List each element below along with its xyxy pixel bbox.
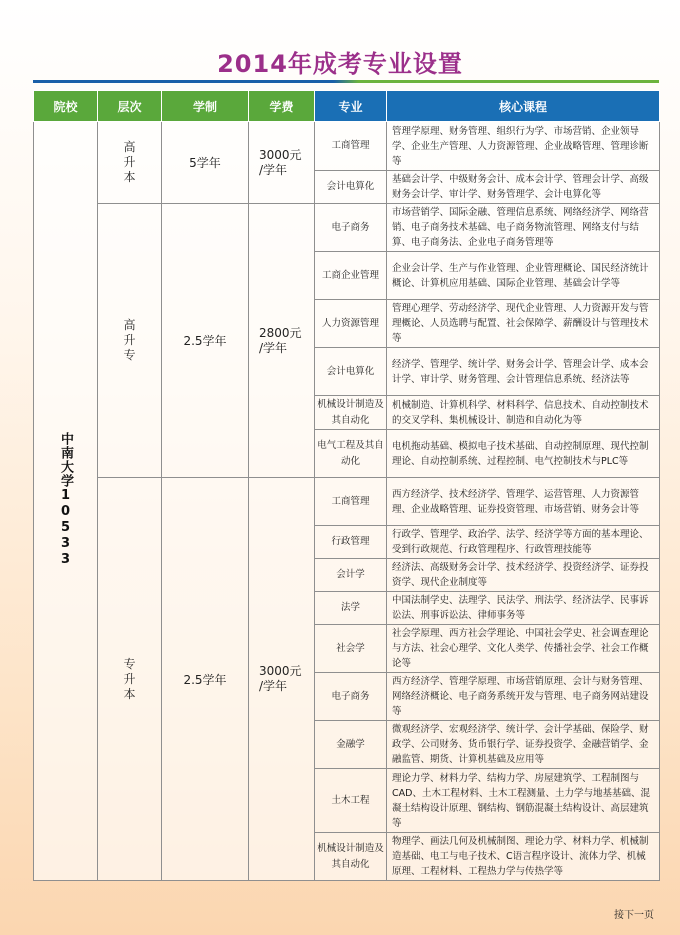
- level-cell: [98, 122, 162, 204]
- level-label: 高升专: [123, 318, 136, 362]
- major-name: 电气工程及其自动化: [315, 430, 387, 478]
- header-level: 层次: [98, 91, 162, 122]
- fee-unit: /学年: [259, 162, 288, 177]
- duration-cell: 2.5学年: [162, 204, 249, 478]
- major-courses: 基础会计学、中级财务会计、成本会计学、管理会计学、高级财务会计学、审计学、财务管理学、会计电算化等: [387, 171, 660, 204]
- level-cell: [98, 478, 162, 881]
- school-cell: [34, 122, 98, 881]
- major-courses: 物理学、画法几何及机械制图、理论力学、材料力学、机械制造基础、电工与电子技术、C语言程序设计、流体力学、机械原理、工程材料、工程热力学与传热学等: [387, 833, 660, 881]
- fee-cell: [249, 122, 315, 204]
- major-courses: 中国法制学史、法理学、民法学、刑法学、经济法学、民事诉讼法、刑事诉讼法、律师事务等: [387, 592, 660, 625]
- major-courses: 理论力学、材料力学、结构力学、房屋建筑学、工程制图与CAD、土木工程材料、土木工程测量、土力学与地基基础、混凝土结构设计原理、钢结构、钢筋混凝土结构设计、高层建筑等: [387, 769, 660, 833]
- fee-amount: 3000元: [259, 664, 302, 678]
- major-courses: 西方经济学、管理学原理、市场营销原理、会计与财务管理、网络经济概论、电子商务系统开发与管理、电子商务网站建设等: [387, 673, 660, 721]
- major-name: 电子商务: [315, 204, 387, 252]
- major-courses: 管理心理学、劳动经济学、现代企业管理、人力资源开发与管理概论、人员选聘与配置、社会保障学、薪酬设计与管理技术等: [387, 300, 660, 348]
- major-courses: 经济学、管理学、统计学、财务会计学、管理会计学、成本会计学、审计学、财务管理、会计管理信息系统、经济法等: [387, 348, 660, 396]
- major-courses: 机械制造、计算机科学、材料科学、信息技术、自动控制技术的交叉学科、集机械设计、制造和自动化为等: [387, 396, 660, 430]
- major-courses: 微观经济学、宏观经济学、统计学、会计学基础、保险学、财政学、公司财务、货币银行学、证券投资学、金融营销学、金融监管、期货、计算机基础及应用等: [387, 721, 660, 769]
- header-courses: 核心课程: [387, 91, 660, 122]
- table-row: [34, 478, 660, 526]
- title-divider: [33, 80, 659, 83]
- header-school: 院校: [34, 91, 98, 122]
- program-table: [33, 90, 660, 881]
- major-name: 会计电算化: [315, 348, 387, 396]
- major-courses: 企业会计学、生产与作业管理、企业管理概论、国民经济统计概论、计算机应用基础、国际企业管理、基础会计学等: [387, 252, 660, 300]
- major-name: 会计学: [315, 559, 387, 592]
- level-label: 高升本: [123, 140, 136, 184]
- level-cell: [98, 204, 162, 478]
- page-title: 2014年成考专业设置: [217, 50, 463, 78]
- major-courses: 市场营销学、国际金融、管理信息系统、网络经济学、网络营销、电子商务技术基础、电子商务物流管理、网络支付与结算、电子商务法、企业电子商务管理等: [387, 204, 660, 252]
- major-courses: 社会学原理、西方社会学理论、中国社会学史、社会调查理论与方法、社会心理学、文化人类学、传播社会学、社会工作概论等: [387, 625, 660, 673]
- table-row: [34, 122, 660, 171]
- major-courses: 经济法、高级财务会计学、技术经济学、投资经济学、证券投资学、现代企业制度等: [387, 559, 660, 592]
- fee-cell: [249, 204, 315, 478]
- header-major: 专业: [315, 91, 387, 122]
- major-name: 行政管理: [315, 526, 387, 559]
- fee-unit: /学年: [259, 340, 288, 355]
- major-courses: 行政学、管理学、政治学、法学、经济学等方面的基本理论、受到行政规范、行政管理程序、行政管理技能等: [387, 526, 660, 559]
- major-name: 金融学: [315, 721, 387, 769]
- program-table-wrapper: [33, 90, 659, 881]
- major-name: 工商管理: [315, 478, 387, 526]
- major-name: 人力资源管理: [315, 300, 387, 348]
- major-courses: 管理学原理、财务管理、组织行为学、市场营销、企业领导学、企业生产管理、人力资源管理、企业战略管理、管理诊断等: [387, 122, 660, 171]
- level-label: 专升本: [123, 656, 136, 701]
- duration-cell: 2.5学年: [162, 478, 249, 881]
- fee-amount: 3000元: [259, 147, 302, 162]
- major-name: 机械设计制造及其自动化: [315, 833, 387, 881]
- fee-amount: 2800元: [259, 325, 302, 340]
- header-fee: 学费: [249, 91, 315, 122]
- major-name: 工商管理: [315, 122, 387, 171]
- fee-unit: /学年: [259, 679, 288, 693]
- major-name: 法学: [315, 592, 387, 625]
- major-name: 会计电算化: [315, 171, 387, 204]
- school-name: 中南大学10533: [58, 431, 73, 568]
- table-header-row: [34, 91, 660, 122]
- major-name: 电子商务: [315, 673, 387, 721]
- major-name: 工商企业管理: [315, 252, 387, 300]
- major-name: 社会学: [315, 625, 387, 673]
- duration-cell: 5学年: [162, 122, 249, 204]
- major-courses: 电机拖动基础、模拟电子技术基础、自动控制原理、现代控制理论、自动控制系统、过程控制、电气控制技术与PLC等: [387, 430, 660, 478]
- major-name: 土木工程: [315, 769, 387, 833]
- table-row: [34, 204, 660, 252]
- header-duration: 学制: [162, 91, 249, 122]
- fee-cell: [249, 478, 315, 881]
- major-courses: 西方经济学、技术经济学、管理学、运营管理、人力资源管理、企业战略管理、证券投资管理、市场营销、财务会计等: [387, 478, 660, 526]
- next-page-hint: 接下一页: [614, 910, 654, 921]
- major-name: 机械设计制造及其自动化: [315, 396, 387, 430]
